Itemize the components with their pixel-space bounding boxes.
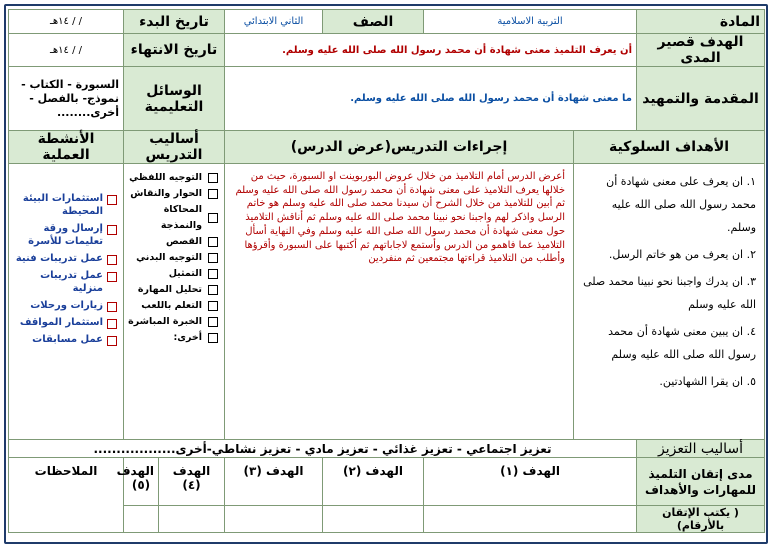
goal-4-value[interactable] (159, 506, 225, 533)
method-item[interactable]: المحاكاة والنمذجة (128, 202, 218, 234)
goal-2-value[interactable] (323, 506, 424, 533)
checkbox-icon[interactable] (208, 301, 218, 311)
checkbox-icon[interactable] (208, 333, 218, 343)
activities-header: الأنشطة العملية (9, 131, 124, 164)
class-label: الصف (323, 10, 424, 34)
intro-value: ما معنى شهادة أن محمد رسول الله صلى الله عليه وسلم. (225, 67, 637, 131)
method-item[interactable]: أخرى: (128, 330, 218, 346)
reinforcement-value: تعزيز اجتماعي - تعزيز غذائي - تعزيز مادي - تعزيز نشاطي-أخرى.................. (9, 440, 637, 458)
short-goal-value: أن يعرف التلميذ معنى شهادة أن محمد رسول الله صلى الله عليه وسلم. (225, 34, 637, 67)
subject-value: التربية الاسلامية (424, 10, 637, 34)
row-content (9, 164, 765, 440)
method-item[interactable]: التوجيه اللفظي (128, 170, 218, 186)
notes-label: الملاحظات (9, 458, 124, 533)
row-intro (9, 67, 765, 131)
checkbox-icon[interactable] (208, 253, 218, 263)
row-mastery (9, 458, 765, 506)
activities-list (13, 164, 119, 346)
methods-cell (124, 164, 225, 440)
goal-4: الهدف (٤) (159, 458, 225, 506)
short-goal-label: الهدف قصير المدى (637, 34, 765, 67)
objective-item: ٥. ان يقرا الشهادتين. (659, 375, 757, 388)
method-item[interactable]: الخبرة المباشرة (128, 314, 218, 330)
checkbox-icon[interactable] (107, 195, 117, 205)
goal-5: الهدف (٥) (124, 458, 159, 506)
activity-item[interactable]: زيارات ورحلات (13, 299, 117, 312)
activity-item[interactable]: عمل مسابقات (13, 333, 117, 346)
aids-value: السبورة - الكتاب - نموذج- بالفصل - أخرى........ (9, 67, 124, 131)
subject-label: المادة (637, 10, 765, 34)
procedures-header: إجراءات التدريس(عرض الدرس) (225, 131, 574, 164)
mastery-label: مدى إتقان التلميذ للمهارات والأهداف (637, 458, 765, 506)
checkbox-icon[interactable] (208, 237, 218, 247)
activity-item[interactable]: عمل تدريبات منزلية (13, 269, 117, 295)
start-date-label: تاريخ البدء (124, 10, 225, 34)
objective-item: ١. ان يعرف على معنى شهادة أن محمد رسول الله صلى الله عليه وسلم. (606, 175, 757, 234)
row-reinforcement (9, 440, 765, 458)
row-column-headers (9, 131, 765, 164)
activity-item[interactable]: إرسال ورقة تعليمات للأسرة (13, 222, 117, 248)
goal-1: الهدف (١) (424, 458, 637, 506)
checkbox-icon[interactable] (107, 336, 117, 346)
end-date-value: / / ١٤هـ (9, 34, 124, 67)
lesson-plan-table (8, 9, 765, 533)
methods-header: أساليب التدريس (124, 131, 225, 164)
method-item[interactable]: التمثيل (128, 266, 218, 282)
intro-label: المقدمة والتمهيد (637, 67, 765, 131)
method-item[interactable]: القصص (128, 234, 218, 250)
objectives-header: الأهداف السلوكية (574, 131, 765, 164)
row-short-goal (9, 34, 765, 67)
activities-cell (9, 164, 124, 440)
activity-item[interactable]: استثمار المواقف (13, 316, 117, 329)
procedures-cell: أعرض الدرس أمام التلاميذ من خلال عروض البوربوينت او السبورة، حيث من خلالها يعرف التلاميذ على معنى شهادة أن محمد رسول الله صلى الله عليه وسلم ثم أبين للتلاميذ من خلال الشرح أن سيدنا محمد صلى الله عليه وسلم هو خاتم الرسل واذكر لهم واجبنا نحو نبينا محمد صلى الله عليه وسلم ثم أناقش التلاميذ حول معنى شهادة أن محمد رسول الله صلى الله عليه وسلم وفي النهاية أسأل التلاميذ عما فاهمو من الدرس وأستمع لاجاباتهم ثم أكتبها على السبورة وأقرؤها وأطلب من التلاميذ قراءتها مجتمعين ثم منفردين (225, 164, 574, 440)
objectives-cell (574, 164, 765, 440)
activity-item[interactable]: استثمارات البيئة المحيطة (13, 192, 117, 218)
method-item[interactable]: تحليل المهارة (128, 282, 218, 298)
reinforcement-label: أساليب التعزيز (637, 440, 765, 458)
goal-1-value[interactable] (424, 506, 637, 533)
goal-3: الهدف (٣) (225, 458, 323, 506)
checkbox-icon[interactable] (107, 272, 117, 282)
mastery-note: ( يكتب الإتقان بالأرقام) (637, 506, 765, 533)
objectives-list (578, 170, 760, 393)
checkbox-icon[interactable] (208, 317, 218, 327)
checkbox-icon[interactable] (107, 225, 117, 235)
goal-5-value[interactable] (124, 506, 159, 533)
aids-label: الوسائل التعليمية (124, 67, 225, 131)
objective-item: ٤. ان يبين معنى شهادة أن محمد رسول الله صلى الله عليه وسلم (608, 325, 757, 361)
checkbox-icon[interactable] (208, 285, 218, 295)
objective-item: ٣. ان يدرك واجبنا نحو نبينا محمد صلى الله عليه وسلم (583, 275, 757, 311)
checkbox-icon[interactable] (107, 319, 117, 329)
checkbox-icon[interactable] (208, 213, 218, 223)
methods-list (128, 164, 220, 346)
objective-item: ٢. ان يعرف من هو خاتم الرسل. (608, 248, 757, 261)
method-item[interactable]: التوجيه البدني (128, 250, 218, 266)
checkbox-icon[interactable] (208, 269, 218, 279)
goal-2: الهدف (٢) (323, 458, 424, 506)
goal-3-value[interactable] (225, 506, 323, 533)
row-subject (9, 10, 765, 34)
class-value: الثاني الابتدائي (225, 10, 323, 34)
checkbox-icon[interactable] (208, 189, 218, 199)
checkbox-icon[interactable] (208, 173, 218, 183)
end-date-label: تاريخ الانتهاء (124, 34, 225, 67)
method-item[interactable]: الحوار والنقاش (128, 186, 218, 202)
checkbox-icon[interactable] (107, 255, 117, 265)
checkbox-icon[interactable] (107, 302, 117, 312)
start-date-value: / / ١٤هـ (9, 10, 124, 34)
method-item[interactable]: التعلم باللعب (128, 298, 218, 314)
activity-item[interactable]: عمل تدريبات فنية (13, 252, 117, 265)
